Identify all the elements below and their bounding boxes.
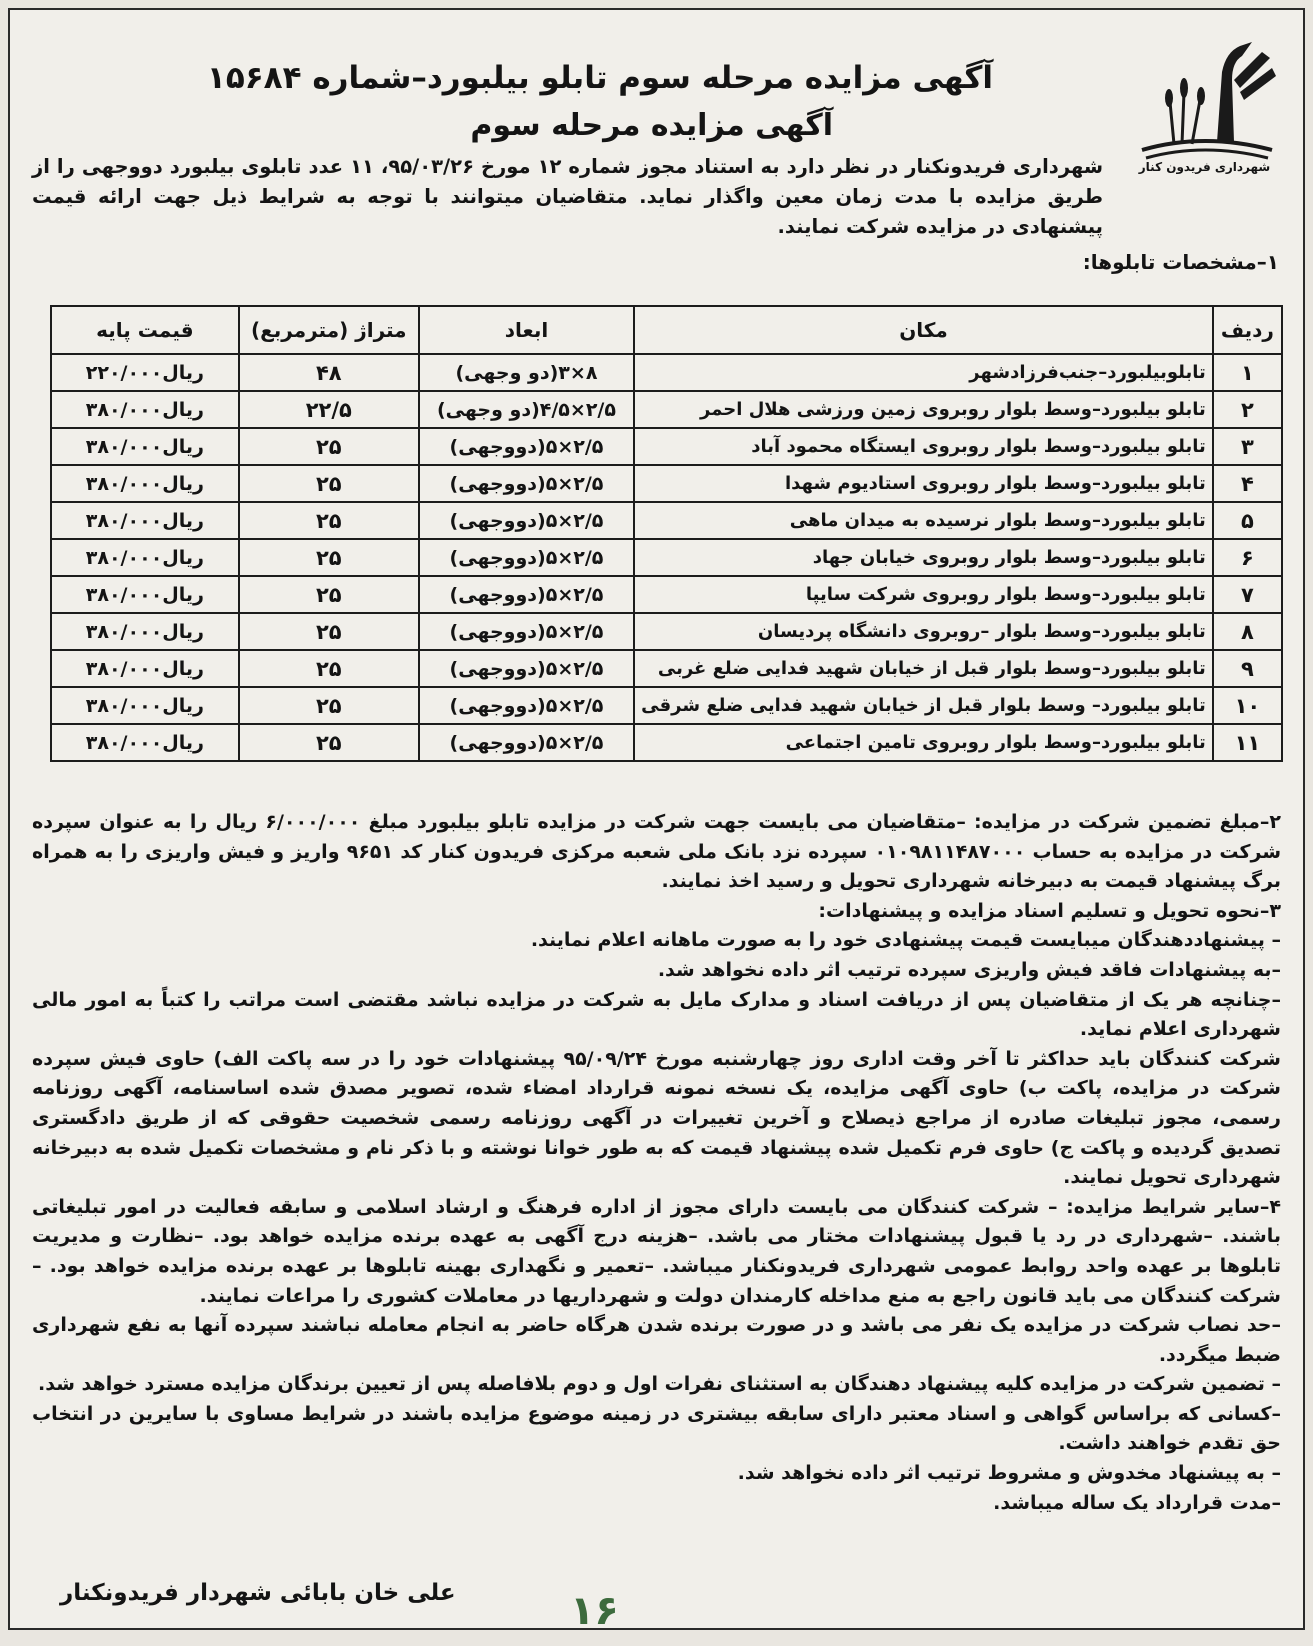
condition-paragraph: – به پیشنهاد مخدوش و مشروط ترتیب اثر داده نخواهد شد. bbox=[737, 1462, 1281, 1485]
cell-area: ۲۵ bbox=[239, 650, 419, 687]
cell-location: تابلو بیلبورد–وسط بلوار روبروی استادیوم شهدا bbox=[634, 465, 1213, 502]
cell-price: ۳۸۰/۰۰۰ریال bbox=[51, 502, 239, 539]
cell-area: ۲۵ bbox=[239, 687, 419, 724]
cell-location: تابلو بیلبورد–وسط بلوار –روبروی دانشگاه پردیسان bbox=[634, 613, 1213, 650]
cell-price: ۳۸۰/۰۰۰ریال bbox=[51, 428, 239, 465]
table-row bbox=[51, 539, 1282, 576]
cell-price: ۳۸۰/۰۰۰ریال bbox=[51, 539, 239, 576]
cell-row-number: ۳ bbox=[1213, 428, 1282, 465]
condition-paragraph: شرکت کنندگان باید حداکثر تا آخر وقت اداری روز چهارشنبه مورخ ۹۵/۰۹/۲۴ پیشنهادات خود را در سه پاکت الف) حاوی فیش سپرده شرکت در مزایده، پاکت ب) حاوی آگهی مزایده، یک نسخه نمونه قرارداد امضاء شده، تصویر مصدق شده اساسنامه، آگهی روزنامه رسمی، مجوز تبلیغات صادره از مراجع ذیصلاح و آخرین تغییرات در آگهی روزنامه رسمی شخصیت حقوقی که از طریق دادگستری تصدیق گردیده و پاکت ج) حاوی فرم تکمیل شده پیشنهاد قیمت که به طور خوانا نوشته و با ذکر نام و مشخصات تکمیل شده به دبیرخانه شهرداری تحویل نمایند. bbox=[32, 1047, 1281, 1189]
cell-row-number: ۲ bbox=[1213, 391, 1282, 428]
cell-dimensions: ۲/۵×۵(دووجهی) bbox=[419, 539, 634, 576]
conditions-text bbox=[32, 808, 1281, 1518]
cell-area: ۲۵ bbox=[239, 502, 419, 539]
mayor-signature: علی خان بابائی شهردار فریدونکنار bbox=[60, 1580, 456, 1606]
cell-location: تابلو بیلبورد–وسط بلوار روبروی زمین ورزشی هلال احمر bbox=[634, 391, 1213, 428]
table-body bbox=[51, 354, 1282, 761]
condition-paragraph: – تضمین شرکت در مزایده کلیه پیشنهاد دهندگان به استثنای نفرات اول و دوم بلافاصله پس از تعیین برندگان مزایده مسترد خواهد شد. bbox=[38, 1373, 1281, 1396]
table-row bbox=[51, 687, 1282, 724]
condition-paragraph: –حد نصاب شرکت در مزایده یک نفر می باشد و در صورت برنده شدن هرگاه حاضر به انجام معامله نباشند سپرده آنها به نفع شهرداری ضبط میگردد. bbox=[32, 1314, 1281, 1366]
cell-dimensions: ۲/۵×۵(دووجهی) bbox=[419, 724, 634, 761]
table-row bbox=[51, 613, 1282, 650]
condition-paragraph: –به پیشنهادات فاقد فیش واریزی سپرده ترتیب اثر داده نخواهد شد. bbox=[657, 958, 1281, 981]
table-row bbox=[51, 502, 1282, 539]
col-header-row-number: ردیف bbox=[1213, 306, 1282, 354]
cell-dimensions: ۲/۵×۵(دووجهی) bbox=[419, 576, 634, 613]
cell-dimensions: ۲/۵×۵(دووجهی) bbox=[419, 650, 634, 687]
cell-location: تابلو بیلبورد–وسط بلوار روبروی شرکت سایپا bbox=[634, 576, 1213, 613]
table-row bbox=[51, 650, 1282, 687]
table-row bbox=[51, 724, 1282, 761]
cell-row-number: ۱ bbox=[1213, 354, 1282, 391]
cell-price: ۲۲۰/۰۰۰ریال bbox=[51, 354, 239, 391]
cell-area: ۴۸ bbox=[239, 354, 419, 391]
cell-dimensions: ۲/۵×۵(دووجهی) bbox=[419, 465, 634, 502]
table-header-row bbox=[51, 306, 1282, 354]
cell-location: تابلو بیلبورد–وسط بلوار روبروی ایستگاه محمود آباد bbox=[634, 428, 1213, 465]
table-row bbox=[51, 576, 1282, 613]
cell-area: ۲۵ bbox=[239, 539, 419, 576]
cell-row-number: ۴ bbox=[1213, 465, 1282, 502]
cell-dimensions: ۲/۵×۵(دووجهی) bbox=[419, 613, 634, 650]
logo-caption: شهرداری فریدون کنار bbox=[1138, 160, 1271, 174]
table-row bbox=[51, 428, 1282, 465]
cell-location: تابلو بیلبورد–وسط بلوار روبروی خیابان جهاد bbox=[634, 539, 1213, 576]
auction-notice bbox=[8, 8, 1305, 1634]
notice-title: آگهی مزایده مرحله سوم تابلو بیلبورد–شماره ۱۵۶۸۴ bbox=[206, 60, 993, 96]
cell-row-number: ۵ bbox=[1213, 502, 1282, 539]
cell-price: ۳۸۰/۰۰۰ریال bbox=[51, 650, 239, 687]
col-header-price: قیمت پایه bbox=[51, 306, 239, 354]
cell-price: ۳۸۰/۰۰۰ریال bbox=[51, 465, 239, 502]
condition-paragraph: –کسانی که براساس گواهی و اسناد معتبر دارای سابقه بیشتری در زمینه موضوع مزایده باشند در شرایط مساوی با سایرین در انتخاب حق تقدم خواهند داشت. bbox=[32, 1402, 1281, 1455]
cell-area: ۲۵ bbox=[239, 724, 419, 761]
cell-price: ۳۸۰/۰۰۰ریال bbox=[51, 576, 239, 613]
condition-paragraph: –چنانچه هر یک از متقاضیان پس از دریافت اسناد و مدارک مایل به شرکت در مزایده نباشد مقتضی است مراتب را کتباً به امور مالی شهرداری اعلام نماید. bbox=[32, 988, 1281, 1041]
cell-price: ۳۸۰/۰۰۰ریال bbox=[51, 391, 239, 428]
condition-paragraph: –مدت قرارداد یک ساله میباشد. bbox=[993, 1491, 1281, 1514]
municipality-logo-icon bbox=[1122, 32, 1287, 172]
condition-paragraph: ۲–مبلغ تضمین شرکت در مزایده: –متقاضیان می بایست جهت شرکت در مزایده تابلو بیلبورد مبلغ ۶/۰۰۰/۰۰۰ ریال را به عنوان سپرده شرکت در مزایده به حساب ۰۱۰۹۸۱۱۴۸۷۰۰۰ سپرده نزد بانک ملی شعبه مرکزی فریدون کنار کد ۹۶۵۱ واریز و فیش واریزی را به همراه برگ پیشنهاد قیمت به دبیرخانه شهرداری تحویل و رسید اخذ نمایند. bbox=[32, 811, 1282, 893]
condition-paragraph: ۳–نحوه تحویل و تسلیم اسناد مزایده و پیشنهادات: bbox=[818, 899, 1281, 922]
cell-row-number: ۶ bbox=[1213, 539, 1282, 576]
cell-area: ۲۵ bbox=[239, 613, 419, 650]
cell-dimensions: ۲/۵×۴/۵(دو وجهی) bbox=[419, 391, 634, 428]
cell-dimensions: ۲/۵×۵(دووجهی) bbox=[419, 428, 634, 465]
cell-row-number: ۱۰ bbox=[1213, 687, 1282, 724]
condition-paragraph: – پیشنهاددهندگان میبایست قیمت پیشنهادی خود را به صورت ماهانه اعلام نمایند. bbox=[530, 929, 1281, 952]
cell-location: تابلو بیلبورد–وسط بلوار قبل از خیابان شهید فدایی ضلع غربی bbox=[634, 650, 1213, 687]
col-header-location: مکان bbox=[634, 306, 1213, 354]
col-header-area: متراژ (مترمربع) bbox=[239, 306, 419, 354]
condition-paragraph: ۴–سایر شرایط مزایده: – شرکت کنندگان می بایست دارای مجوز از اداره فرهنگ و ارشاد اسلامی و سابقه فعالیت در امور تبلیغاتی باشند. –شهرداری در رد یا قبول پیشنهادات مختار می باشد. –هزینه درج آگهی به عهده برنده مزایده خواهد بود. –نظارت و مدیریت تابلوها بر عهده واحد روابط عمومی شهرداری فریدونکنار میباشد. –تعمیر و نگهداری بهینه تابلوها بر عهده برنده مزایده خواهد بود. –شرکت کنندگان می باید قانون راجع به منع مداخله کارمندان دولت و شهرداریها در معاملات کشوری را مراعات نمایند. bbox=[32, 1195, 1281, 1307]
section-1-title: ۱–مشخصات تابلوها: bbox=[1082, 250, 1279, 274]
cell-location: تابلو بیلبورد–وسط بلوار روبروی تامین اجتماعی bbox=[634, 724, 1213, 761]
cell-row-number: ۹ bbox=[1213, 650, 1282, 687]
cell-row-number: ۱۱ bbox=[1213, 724, 1282, 761]
cell-area: ۲۵ bbox=[239, 428, 419, 465]
notice-subtitle: آگهی مزایده مرحله سوم bbox=[470, 108, 833, 143]
table-row bbox=[51, 354, 1282, 391]
cell-area: ۲۲/۵ bbox=[239, 391, 419, 428]
intro-paragraph: شهرداری فریدونکنار در نظر دارد به استناد مجوز شماره ۱۲ مورخ ۹۵/۰۳/۲۶، ۱۱ عدد تابلوی بیلبورد دووجهی را از طریق مزایده با مدت زمان معین واگذار نماید. متقاضیان میتوانند با توجه به شرایط ذیل جهت ارائه قیمت پیشنهادی در مزایده شرکت نمایند. bbox=[32, 155, 1103, 238]
cell-row-number: ۸ bbox=[1213, 613, 1282, 650]
cell-area: ۲۵ bbox=[239, 576, 419, 613]
billboard-table bbox=[50, 305, 1283, 762]
cell-price: ۳۸۰/۰۰۰ریال bbox=[51, 613, 239, 650]
cell-dimensions: ۸×۳(دو وجهی) bbox=[419, 354, 634, 391]
cell-dimensions: ۲/۵×۵(دووجهی) bbox=[419, 502, 634, 539]
table-row bbox=[51, 465, 1282, 502]
handwritten-mark: ۱۶ bbox=[570, 1588, 619, 1634]
cell-row-number: ۷ bbox=[1213, 576, 1282, 613]
cell-location: تابلوبیلبورد–جنب‌فرزادشهر bbox=[634, 354, 1213, 391]
cell-area: ۲۵ bbox=[239, 465, 419, 502]
cell-dimensions: ۲/۵×۵(دووجهی) bbox=[419, 687, 634, 724]
cell-location: تابلو بیلبورد–وسط بلوار نرسیده به میدان ماهی bbox=[634, 502, 1213, 539]
cell-price: ۳۸۰/۰۰۰ریال bbox=[51, 724, 239, 761]
col-header-dimensions: ابعاد bbox=[419, 306, 634, 354]
cell-location: تابلو بیلبورد– وسط بلوار قبل از خیابان شهید فدایی ضلع شرقی bbox=[634, 687, 1213, 724]
table-row bbox=[51, 391, 1282, 428]
cell-price: ۳۸۰/۰۰۰ریال bbox=[51, 687, 239, 724]
